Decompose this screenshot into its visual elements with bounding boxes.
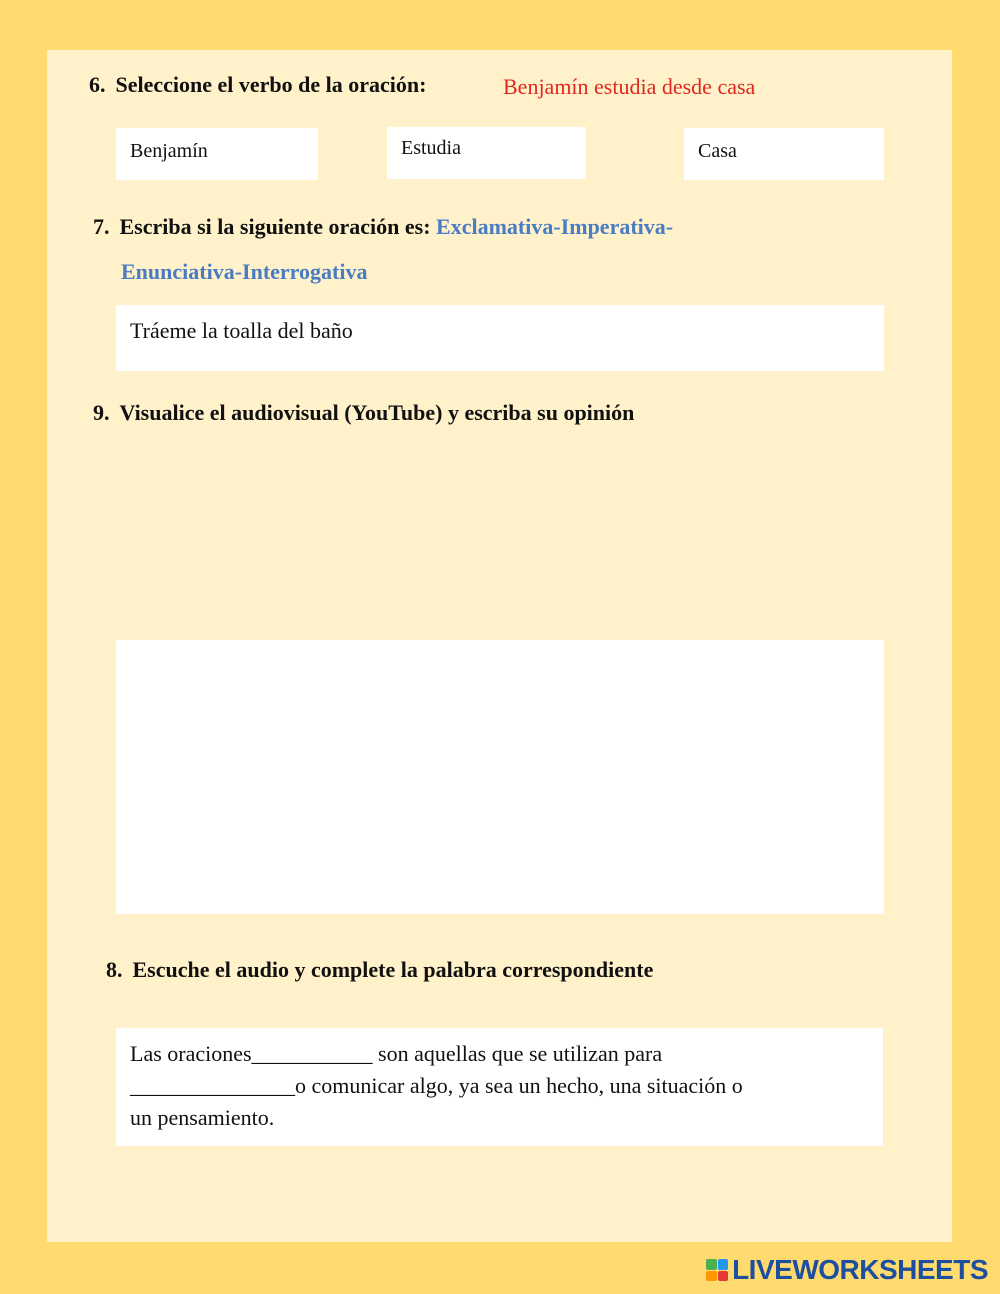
q8-line-2[interactable]: _______________o comunicar algo, ya sea un hecho, una situación o — [130, 1073, 743, 1098]
logo-text: LIVEWORKSHEETS — [732, 1254, 988, 1285]
q9-number: 9. — [93, 400, 110, 425]
q8-prompt — [106, 959, 653, 981]
q9-video-embed[interactable] — [116, 640, 884, 914]
q7-answer-box[interactable] — [116, 305, 884, 371]
q7-sentence: Tráeme la toalla del baño — [130, 318, 353, 343]
q6-number: 6. — [89, 72, 106, 97]
liveworksheets-logo — [706, 1256, 988, 1284]
q7-prompt — [93, 216, 673, 238]
q6-option-casa[interactable]: Casa — [684, 128, 884, 180]
q8-line-3: un pensamiento. — [130, 1105, 275, 1130]
q8-line-1[interactable]: Las oraciones___________ son aquellas que se utilizan para — [130, 1041, 663, 1066]
q8-prompt-text: Escuche el audio y complete la palabra correspondiente — [132, 957, 654, 982]
q6-option-estudia[interactable]: Estudia — [387, 127, 586, 179]
q7-choices-line1: Exclamativa-Imperativa- — [436, 214, 674, 239]
q9-prompt — [93, 402, 634, 424]
q6-prompt-text: Seleccione el verbo de la oración: — [115, 72, 427, 97]
q7-choices-line2: Enunciativa-Interrogativa — [121, 259, 368, 284]
liveworksheets-logo-icon — [706, 1259, 728, 1281]
q8-fill-in-box — [116, 1028, 883, 1146]
q6-prompt — [89, 74, 426, 96]
q6-sentence: Benjamín estudia desde casa — [503, 74, 756, 99]
q8-number: 8. — [106, 957, 123, 982]
worksheet-page — [47, 50, 952, 1242]
q7-prompt-text: Escriba si la siguiente oración es: — [119, 214, 431, 239]
q7-number: 7. — [93, 214, 110, 239]
q6-option-benjamin[interactable]: Benjamín — [116, 128, 318, 180]
q9-prompt-text: Visualice el audiovisual (YouTube) y escriba su opinión — [119, 400, 635, 425]
